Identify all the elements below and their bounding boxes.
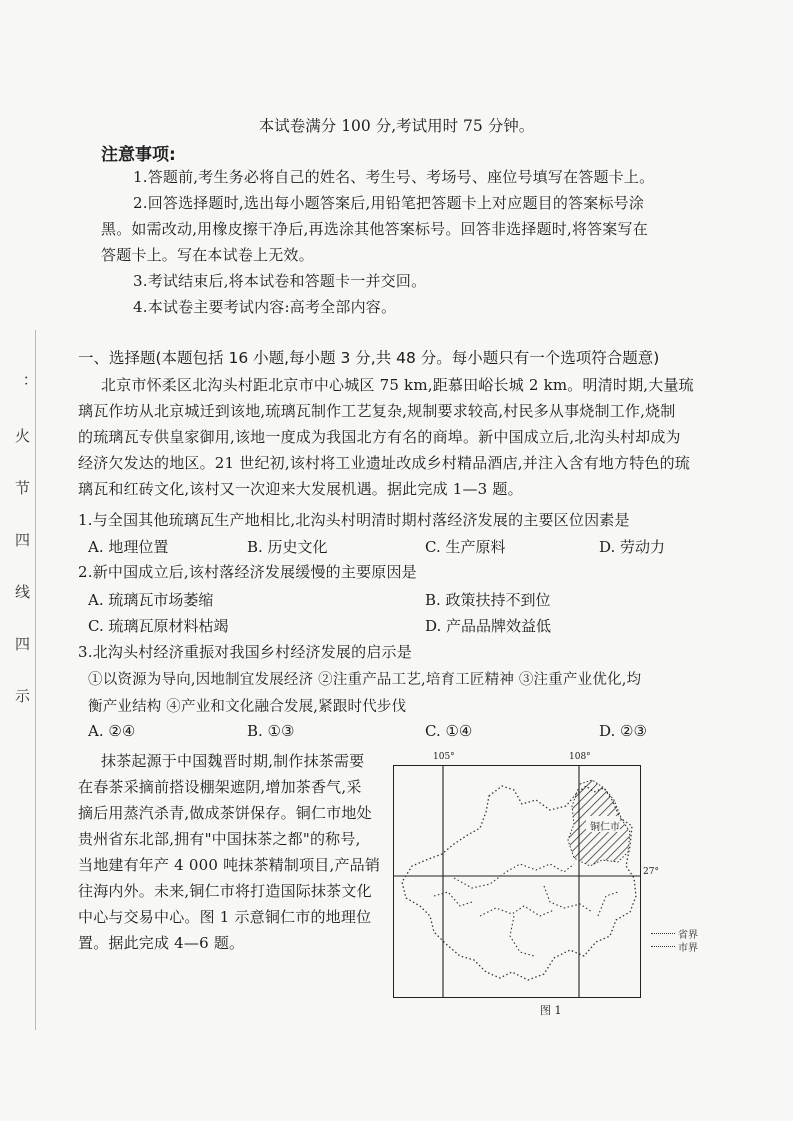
q1-option-a: A. 地理位置 <box>88 538 169 556</box>
q3-statements: 衡产业结构 ④产业和文化融合发展,紧跟时代步伐 <box>88 699 407 715</box>
q3-option-d: D. ②③ <box>599 722 647 740</box>
passage2-line: 抹茶起源于中国魏晋时期,制作抹茶需要 <box>101 752 365 770</box>
legend-dotted-line <box>651 946 675 947</box>
q1-option-b: B. 历史文化 <box>247 538 328 556</box>
q1-option-c: C. 生产原料 <box>425 538 506 556</box>
passage2-line: 当地建有年产 4 000 吨抹茶精制项目,产品销 <box>78 856 381 874</box>
question-3-stem: 3.北沟头村经济重振对我国乡村经济发展的启示是 <box>78 643 412 661</box>
q3-option-c: C. ①④ <box>425 722 473 740</box>
exam-header: 本试卷满分 100 分,考试用时 75 分钟。 <box>258 117 535 135</box>
q3-option-a: A. ②④ <box>88 722 136 740</box>
location-map <box>393 765 641 998</box>
map-legend <box>651 927 698 953</box>
notice-item: 答题卡上。写在本试卷上无效。 <box>101 246 314 264</box>
q2-option-a: A. 琉璃瓦市场萎缩 <box>88 591 214 609</box>
city-boundaries <box>434 864 618 956</box>
passage2-line: 摘后用蒸汽杀青,做成茶饼保存。铜仁市地处 <box>78 804 372 822</box>
notice-item: 3.考试结束后,将本试卷和答题卡一并交回。 <box>133 272 427 290</box>
q2-option-c: C. 琉璃瓦原材料枯竭 <box>88 617 229 635</box>
figure-caption: 图 1 <box>540 1004 562 1017</box>
notice-item: 4.本试卷主要考试内容:高考全部内容。 <box>133 298 397 316</box>
binding-mark: 四 <box>13 532 31 547</box>
notice-title: 注意事项: <box>101 145 176 165</box>
question-2-stem: 2.新中国成立后,该村落经济发展缓慢的主要原因是 <box>78 563 417 581</box>
passage2-line: 往海内外。未来,铜仁市将打造国际抹茶文化 <box>78 882 372 900</box>
latitude-27-label: 27° <box>643 867 659 877</box>
longitude-105-label: 105° <box>433 752 455 762</box>
q3-statements: ①以资源为导向,因地制宜发展经济 ②注重产品工艺,培育工匠精神 ③注重产业优化,均 <box>88 672 642 688</box>
passage2-line: 中心与交易中心。图 1 示意铜仁市的地理位 <box>78 908 372 926</box>
section-title: 一、选择题(本题包括 16 小题,每小题 3 分,共 48 分。每小题只有一个选项符合题意) <box>78 349 660 367</box>
passage-line: 的琉璃瓦专供皇家御用,该地一度成为我国北方有名的商埠。新中国成立后,北沟头村却成为 <box>78 428 681 446</box>
passage-line: 北京市怀柔区北沟头村距北京市中心城区 75 km,距慕田峪长城 2 km。明清时期,大量琉 <box>101 376 694 394</box>
tongren-label: 铜仁市 <box>590 822 620 833</box>
passage2-line: 在春茶采摘前搭设棚架遮阴,增加茶香气,采 <box>78 778 362 796</box>
q2-option-b: B. 政策扶持不到位 <box>425 591 551 609</box>
binding-mark: 节 <box>13 480 31 495</box>
binding-line <box>35 330 36 1030</box>
passage2-line: 置。据此完成 4—6 题。 <box>78 934 245 952</box>
passage-line: 璃瓦作坊从北京城迁到该地,琉璃瓦制作工艺复杂,规制要求较高,村民多从事烧制工作,烧制 <box>78 402 676 420</box>
q3-option-b: B. ①③ <box>247 722 295 740</box>
passage2-line: 贵州省东北部,拥有"中国抹茶之都"的称号, <box>78 830 361 848</box>
legend-city <box>651 940 698 953</box>
binding-mark: 四 <box>13 636 31 651</box>
binding-mark: 示 <box>13 688 31 703</box>
binding-mark: 线 <box>13 584 31 599</box>
legend-city-label: 市界 <box>678 943 698 954</box>
passage-line: 璃瓦和红砖文化,该村又一次迎来大发展机遇。据此完成 1—3 题。 <box>78 480 523 498</box>
question-1-stem: 1.与全国其他琉璃瓦生产地相比,北沟头村明清时期村落经济发展的主要区位因素是 <box>78 511 630 529</box>
q2-option-d: D. 产品品牌效益低 <box>425 617 552 635</box>
q1-option-d: D. 劳动力 <box>599 538 666 556</box>
legend-dotted-line <box>651 933 675 934</box>
province-outline-map <box>394 766 640 997</box>
binding-mark: ： <box>13 375 31 390</box>
passage-line: 经济欠发达的地区。21 世纪初,该村将工业遗址改成乡村精品酒店,并注入含有地方特色的琉 <box>78 454 690 472</box>
legend-province-label: 省界 <box>678 930 698 941</box>
notice-item: 1.答题前,考生务必将自己的姓名、考生号、考场号、座位号填写在答题卡上。 <box>133 168 655 186</box>
longitude-108-label: 108° <box>569 752 591 762</box>
binding-mark: 火 <box>13 428 31 443</box>
notice-item: 2.回答选择题时,选出每小题答案后,用铅笔把答题卡上对应题目的答案标号涂 <box>133 194 645 212</box>
notice-item: 黑。如需改动,用橡皮擦干净后,再选涂其他答案标号。回答非选择题时,将答案写在 <box>101 220 648 238</box>
